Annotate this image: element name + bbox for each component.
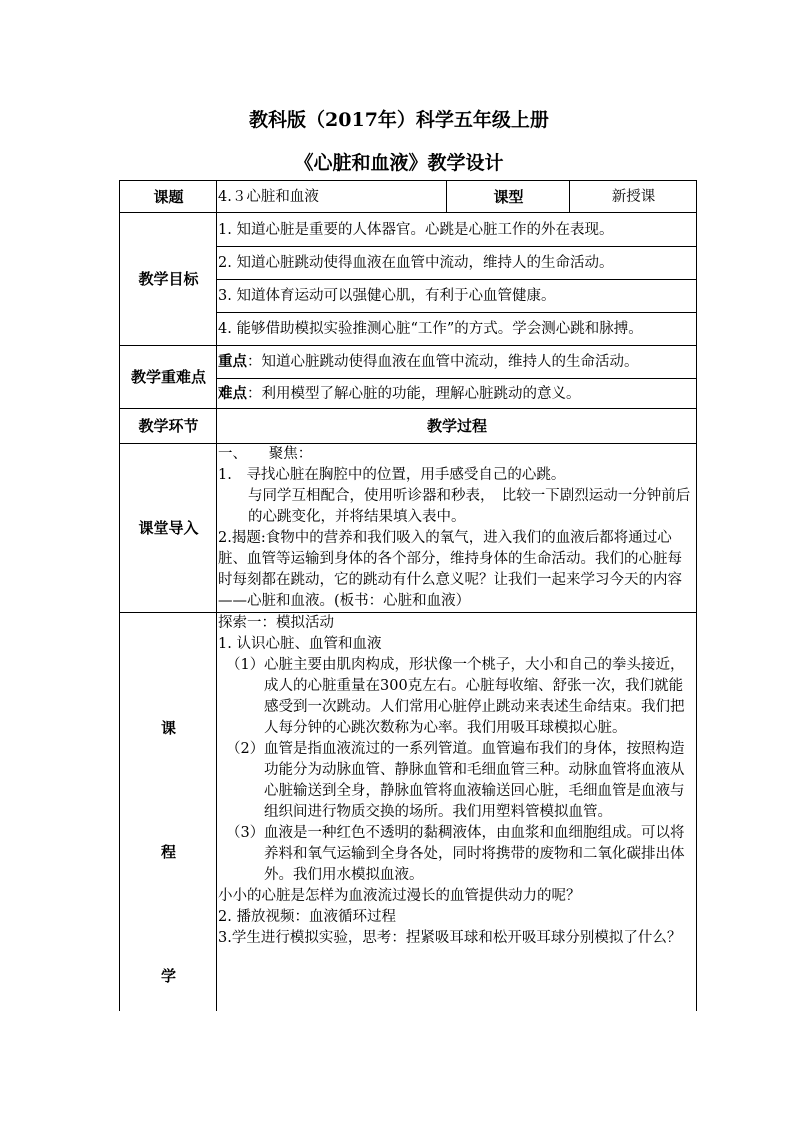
intro-line: 1. 寻找心脏在胸腔中的位置，用手感受自己的心跳。 [218,467,566,483]
goal-item: 4. 能够借助模拟实验推测心脏“工作”的方式。学会测心跳和脉搏。 [217,313,697,346]
goal-row [120,213,697,247]
process-label-cell [120,613,217,1011]
section-header-row [120,409,697,444]
sub-num: （3） [226,825,265,841]
lesson-title: 《心脏和血液》教学设计 [294,152,504,174]
sub-text: 血管是指血液流过的一系列管道。血管遍布我们的身体，按照构造功能分为动脉血管、静脉血管和毛细血管三种。动脉血管将血液从心脏输送到全身，静脉血管将血液输送回心脏，毛细血管是血液与组织间进行物质交换的场所。我们用塑料管模拟血管。 [264,741,685,820]
hard-text: ：利用模型了解心脏的功能，理解心脏跳动的意义。 [247,385,581,402]
process-content [217,613,697,1011]
process-label-char: 程 [160,843,176,861]
key-text: ：知道心脏跳动使得血液在血管中流动，维持人的生命活动。 [247,354,639,370]
process-header: 教学过程 [217,409,697,444]
step-line: 1. 认识心脏、血管和血液 [218,636,382,652]
goal-item: 1. 知道心脏是重要的人体器官。心跳是心脏工作的外在表现。 [217,213,697,247]
keypoint-row [120,346,697,379]
lesson-plan-table [119,180,697,1011]
explore-heading: 探索一：模拟活动 [218,615,334,631]
sub-text: 心脏主要由肌肉构成，形状像一个桃子，大小和自己的拳头接近，成人的心脏重量在300克左右。心脏每收缩、舒张一次，我们就能感受到一次跳动。人们常用心脏停止跳动来表述生命结束。我们把人每分钟的心跳次数称为心率。我们用吸耳球模拟心脏。 [264,657,685,736]
sub-text: 血液是一种红色不透明的黏稠液体，由血浆和血细胞组成。可以将养料和氧气运输到全身各处，同时将携带的废物和二氧化碳排出体外。我们用水模拟血液。 [264,825,685,883]
hard-head: 难点 [218,384,247,402]
goal-item: 3. 知道体育运动可以强健心肌，有利于心血管健康。 [217,280,697,313]
sub-item [218,655,696,739]
key-point [217,346,697,379]
question-line: 小小的心脏是怎样为血液流过漫长的血管提供动力的呢？ [218,888,581,904]
intro-content [217,444,697,613]
intro-line-text: 与同学互相配合，使用听诊器和秒表， 比较一下剧烈运动一分钟前后的心跳变化，并将结果填入表中。 [248,488,691,525]
key-head: 重点 [218,353,247,370]
document-title: 教科版（2017年）科学五年级上册 [249,109,549,131]
type-value: 新授课 [570,181,697,213]
step-line: 2. 播放视频：血液循环过程 [218,909,396,925]
intro-line: 一、 聚焦： [218,446,313,462]
sub-num: （1） [226,657,265,673]
topic-label: 课题 [120,181,217,213]
goal-item: 2. 知道心脏跳动使得血液在血管中流动，维持人的生命活动。 [217,247,697,280]
intro-line [218,486,696,528]
intro-line: 2.揭题:食物中的营养和我们吸入的氧气，进入我们的血液后都将通过心脏、血管等运输到身体的各个部分，维持身体的生命活动。我们的心脏每时每刻都在跳动，它的跳动有什么意义呢？让我们一起来学习今天的内容——心脏和血液。(板书：心脏和血液） [218,530,682,609]
sub-item [218,739,696,823]
type-label: 课型 [447,181,570,213]
stage-header: 教学环节 [120,409,217,444]
sub-num: （2） [226,741,265,757]
step-line: 3.学生进行模拟实验，思考：捏紧吸耳球和松开吸耳球分别模拟了什么？ [218,930,682,946]
process-label-char: 课 [160,719,176,737]
intro-label: 课堂导入 [120,444,217,613]
topic-value: 4.３心脏和血液 [217,181,447,213]
sub-item [218,823,696,886]
keypoints-label: 教学重难点 [120,346,217,409]
hard-point [217,379,697,409]
intro-row [120,444,697,613]
process-row [120,613,697,1011]
topic-row [120,181,697,213]
process-label-char: 学 [160,967,176,985]
goals-label: 教学目标 [120,213,217,346]
